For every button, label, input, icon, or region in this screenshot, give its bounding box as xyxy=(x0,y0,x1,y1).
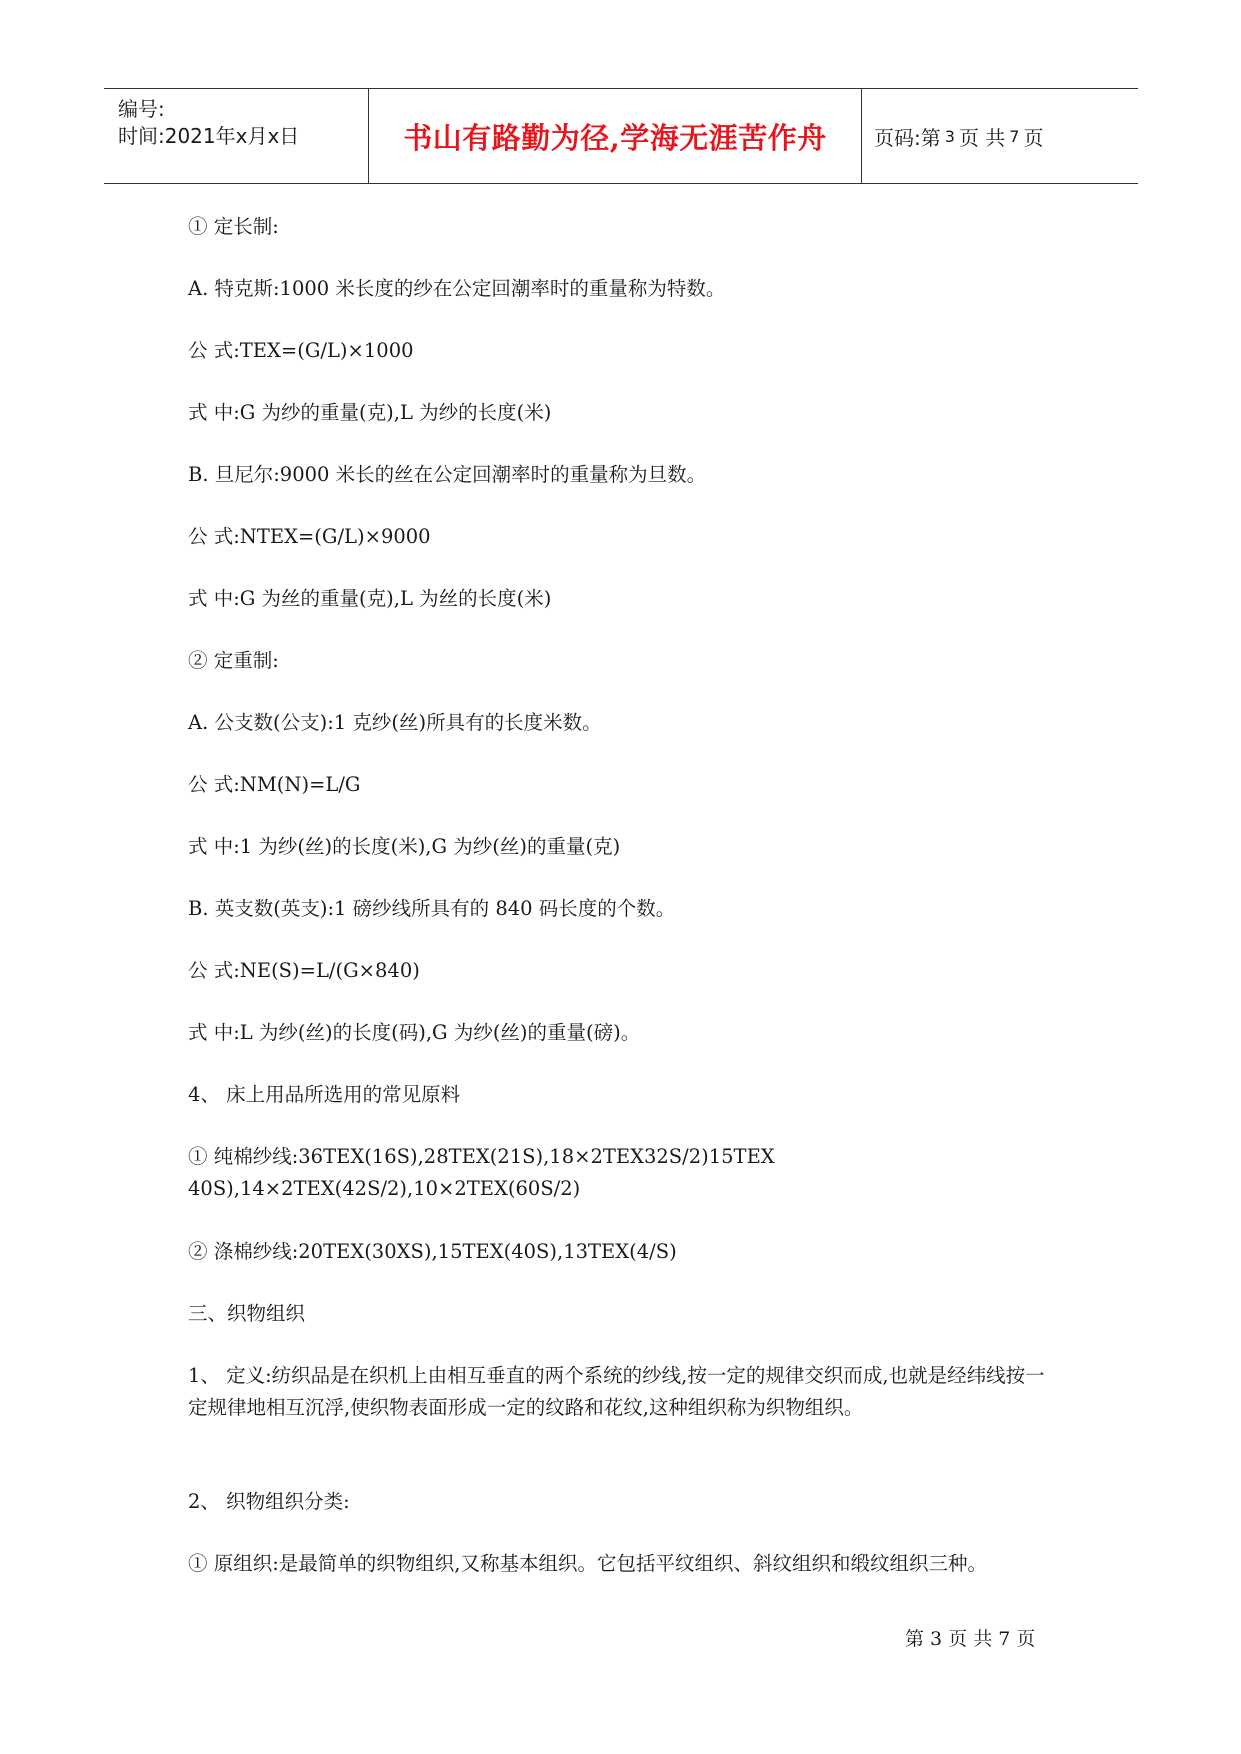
header-meta xyxy=(104,89,368,183)
page-total: 7 xyxy=(1009,126,1020,146)
paragraph: 式 中:L 为纱(丝)的长度(码),G 为纱(丝)的重量(磅)。 xyxy=(188,1021,641,1044)
paragraph: ② 涤棉纱线:20TEX(30XS),15TEX(40S),13TEX(4/S) xyxy=(188,1240,677,1263)
number-label: 编号: xyxy=(118,97,165,121)
paragraph: 式 中:G 为丝的重量(克),L 为丝的长度(米) xyxy=(188,587,552,610)
paragraph: ② 定重制: xyxy=(188,649,279,672)
page-prefix: 页码:第 xyxy=(874,125,941,150)
page-footer: 第 3 页 共 7 页 xyxy=(905,1628,1036,1650)
paragraph: ① 原组织:是最简单的织物组织,又称基本组织。它包括平纹组织、斜纹组织和缎纹组织三种。 xyxy=(188,1552,987,1575)
paragraph: 公 式:NE(S)=L/(G×840) xyxy=(188,959,420,982)
paragraph: 式 中:G 为纱的重量(克),L 为纱的长度(米) xyxy=(188,401,552,424)
paragraph: 公 式:NM(N)=L/G xyxy=(188,773,361,796)
paragraph: ① 纯棉纱线:36TEX(16S),28TEX(21S),18×2TEX32S/2)15TEX 40S),14×2TEX(42S/2),10×2TEX(60S/2) xyxy=(188,1145,775,1200)
page-suffix: 页 xyxy=(1023,125,1044,150)
paragraph: B. 英支数(英支):1 磅纱线所具有的 840 码长度的个数。 xyxy=(188,897,676,920)
paragraph: 公 式:NTEX=(G/L)×9000 xyxy=(188,525,431,548)
paragraph: 公 式:TEX=(G/L)×1000 xyxy=(188,339,414,362)
header-page-info xyxy=(862,89,1138,183)
paragraph: ① 定长制: xyxy=(188,215,279,238)
paragraph: B. 旦尼尔:9000 米长的丝在公定回潮率时的重量称为旦数。 xyxy=(188,463,707,486)
paragraph: A. 特克斯:1000 米长度的纱在公定回潮率时的重量称为特数。 xyxy=(188,277,726,300)
page-mid: 页 共 xyxy=(958,125,1006,150)
paragraph: 2、 织物组织分类: xyxy=(188,1490,350,1513)
time-label: 时间:2021年x月x日 xyxy=(118,124,300,148)
motto: 书山有路勤为径,学海无涯苦作舟 xyxy=(403,120,827,155)
paragraph: 式 中:1 为纱(丝)的长度(米),G 为纱(丝)的重量(克) xyxy=(188,835,621,858)
section-heading: 4、 床上用品所选用的常见原料 xyxy=(188,1083,461,1106)
paragraph: 1、 定义:纺织品是在织机上由相互垂直的两个系统的纱线,按一定的规律交织而成,也就是经纬线按一定规律地相互沉浮,使织物表面形成一定的纹路和花纹,这种组织称为织物组织。 xyxy=(188,1364,1045,1419)
page-header xyxy=(104,88,1138,184)
page-current: 3 xyxy=(944,126,955,146)
paragraph: A. 公支数(公支):1 克纱(丝)所具有的长度米数。 xyxy=(188,711,602,734)
section-heading: 三、织物组织 xyxy=(188,1302,306,1325)
header-motto-cell xyxy=(368,89,862,183)
